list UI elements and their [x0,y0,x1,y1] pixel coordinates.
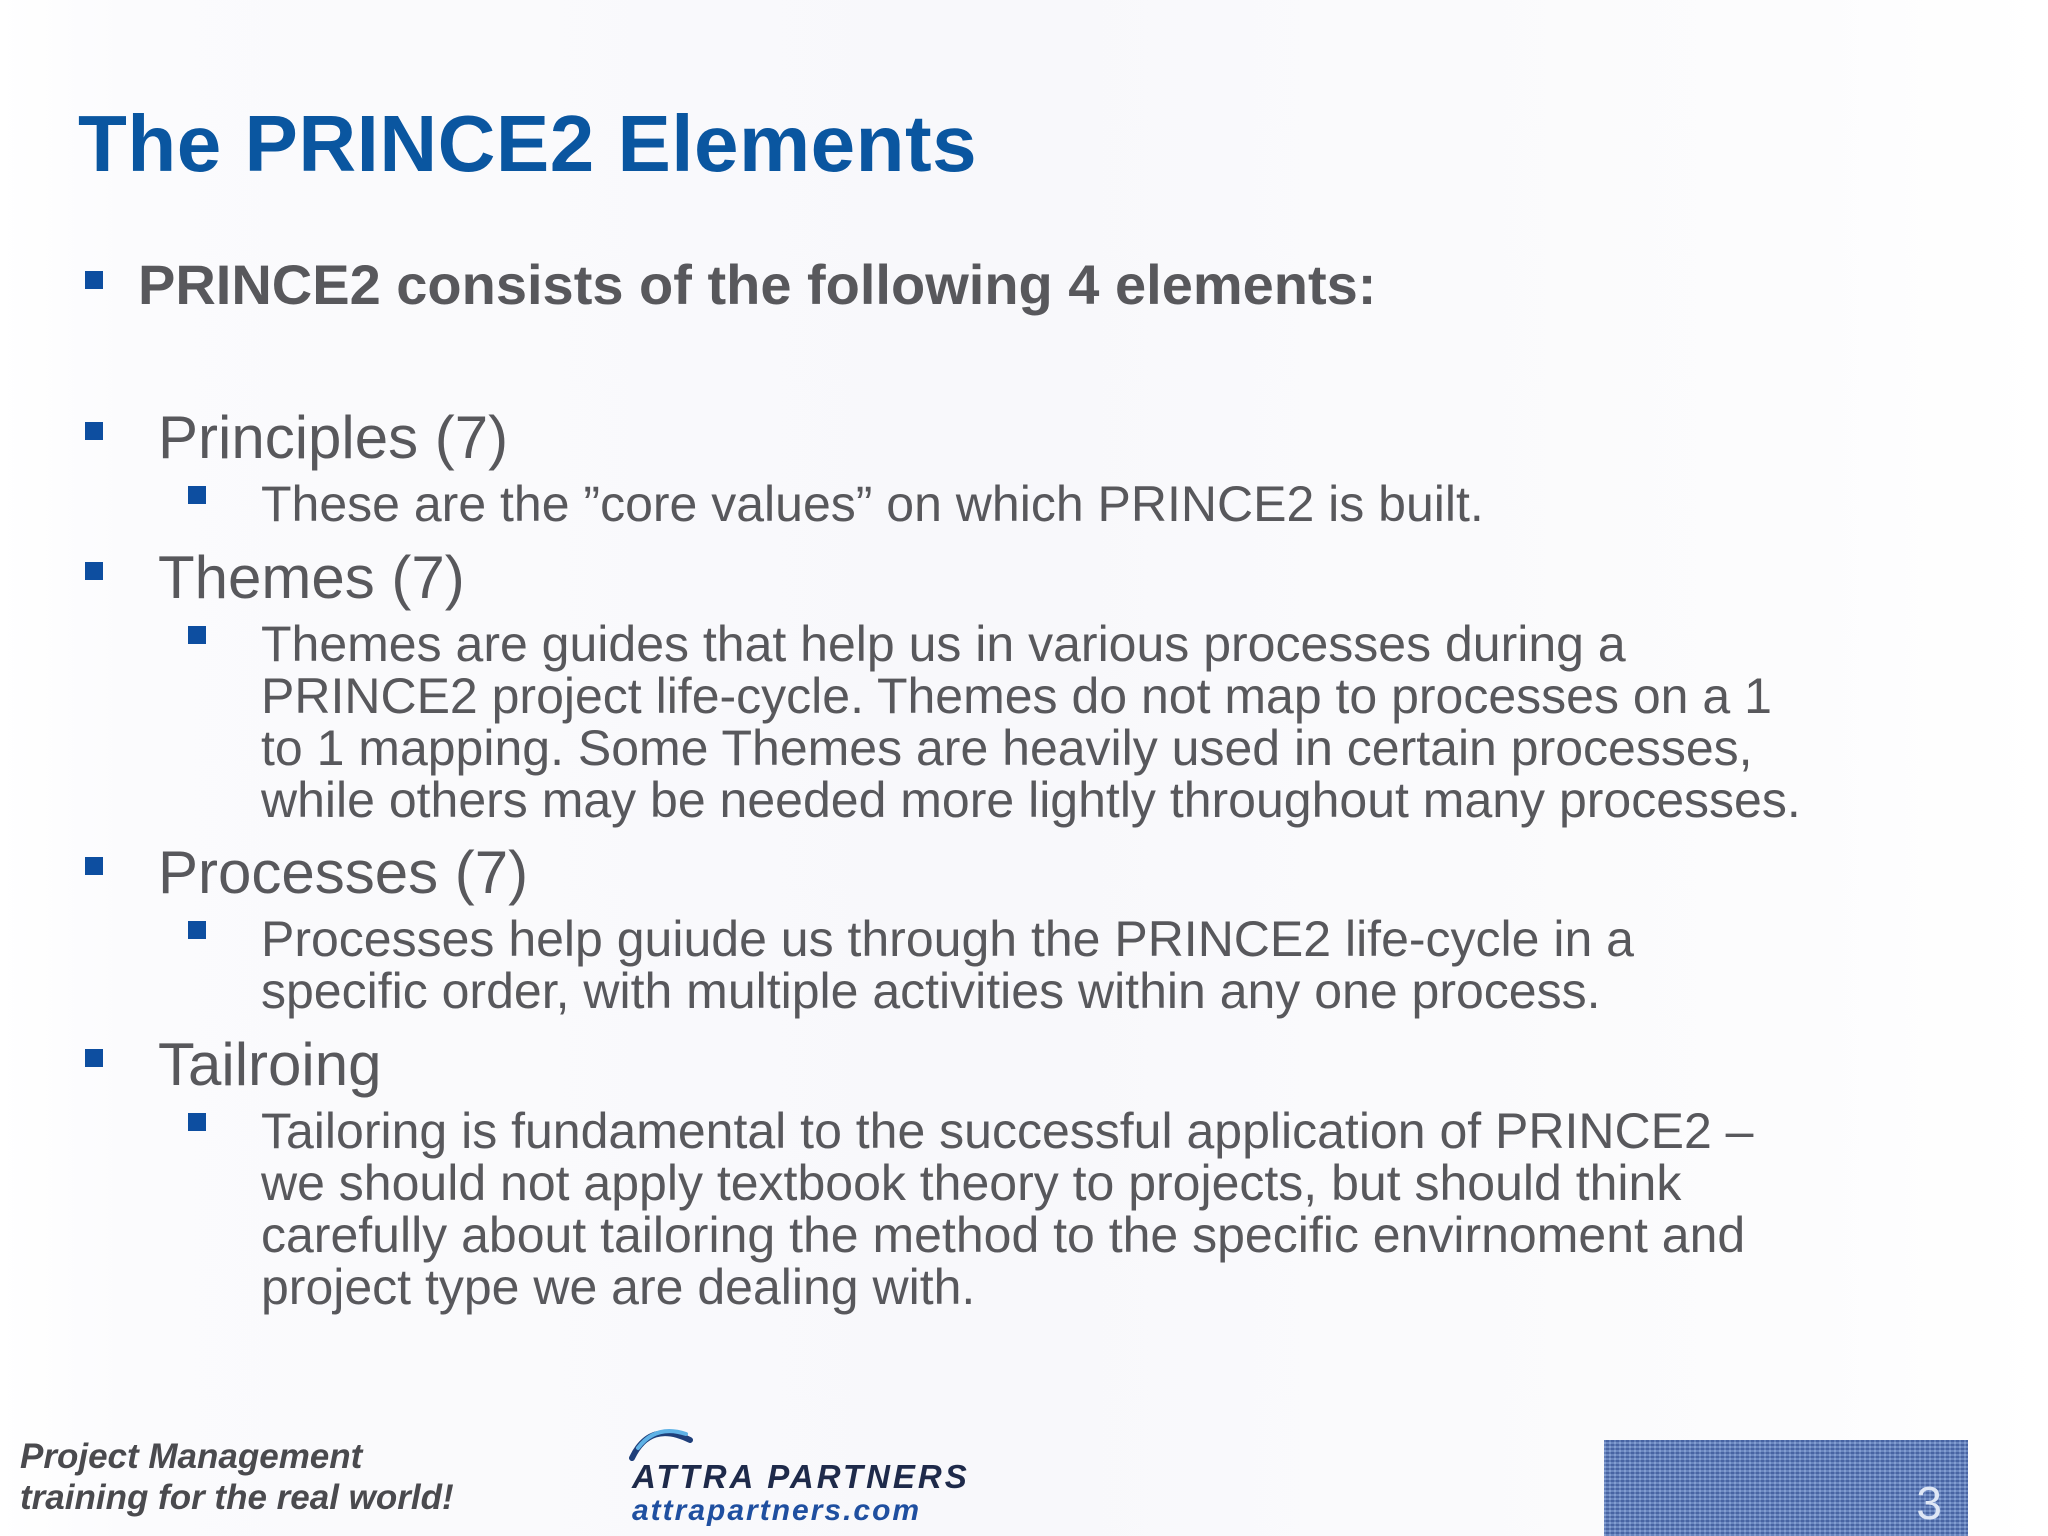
attra-arc-logo-icon [628,1418,698,1462]
tagline-line: training for the real world! [20,1478,454,1517]
detail-line: PRINCE2 project life-cycle. Themes do not map to processes on a 1 [261,668,1772,724]
logo-url: attrapartners.com [632,1494,922,1527]
detail-line: specific order, with multiple activities within any one process. [261,963,1601,1019]
slide-title: The PRINCE2 Elements [78,99,978,188]
square-bullet-icon [188,1113,206,1131]
detail-line: to 1 mapping. Some Themes are heavily used in certain processes, [261,720,1753,776]
attra-partners-logo [628,1418,1008,1528]
detail-line: carefully about tailoring the method to the specific envirnoment and [261,1207,1746,1263]
detail-line: Themes are guides that help us in various processes during a [261,616,1626,672]
element-detail-processes [261,913,1634,1017]
page-number: 3 [1916,1477,1942,1529]
detail-line: Processes help guiude us through the PRINCE2 life-cycle in a [261,911,1634,967]
element-detail-principles [261,478,1484,530]
element-heading-principles: Principles (7) [158,404,509,471]
element-heading-themes: Themes (7) [158,544,465,611]
tagline-line: Project Management [20,1437,363,1476]
square-bullet-icon [85,857,103,875]
detail-line: while others may be needed more lightly throughout many processes. [261,772,1801,828]
element-detail-themes [261,618,1801,826]
square-bullet-icon [85,422,103,440]
square-bullet-icon [188,626,206,644]
detail-line: These are the ”core values” on which PRINCE2 is built. [261,476,1484,532]
square-bullet-icon [85,271,103,289]
detail-line: project type we are dealing with. [261,1259,976,1315]
element-detail-tailoring [261,1105,1753,1313]
square-bullet-icon [85,562,103,580]
square-bullet-icon [85,1049,103,1067]
square-bullet-icon [188,486,206,504]
square-bullet-icon [188,921,206,939]
element-heading-processes: Processes (7) [158,839,529,906]
element-heading-tailoring: Tailroing [158,1031,382,1098]
footer-tagline [20,1436,454,1518]
logo-name: ATTRA PARTNERS [632,1458,970,1495]
detail-line: we should not apply textbook theory to projects, but should think [261,1155,1682,1211]
page-number-tile [1604,1440,1968,1536]
intro-text: PRINCE2 consists of the following 4 elements: [138,253,1377,316]
detail-line: Tailoring is fundamental to the successful application of PRINCE2 – [261,1103,1754,1159]
